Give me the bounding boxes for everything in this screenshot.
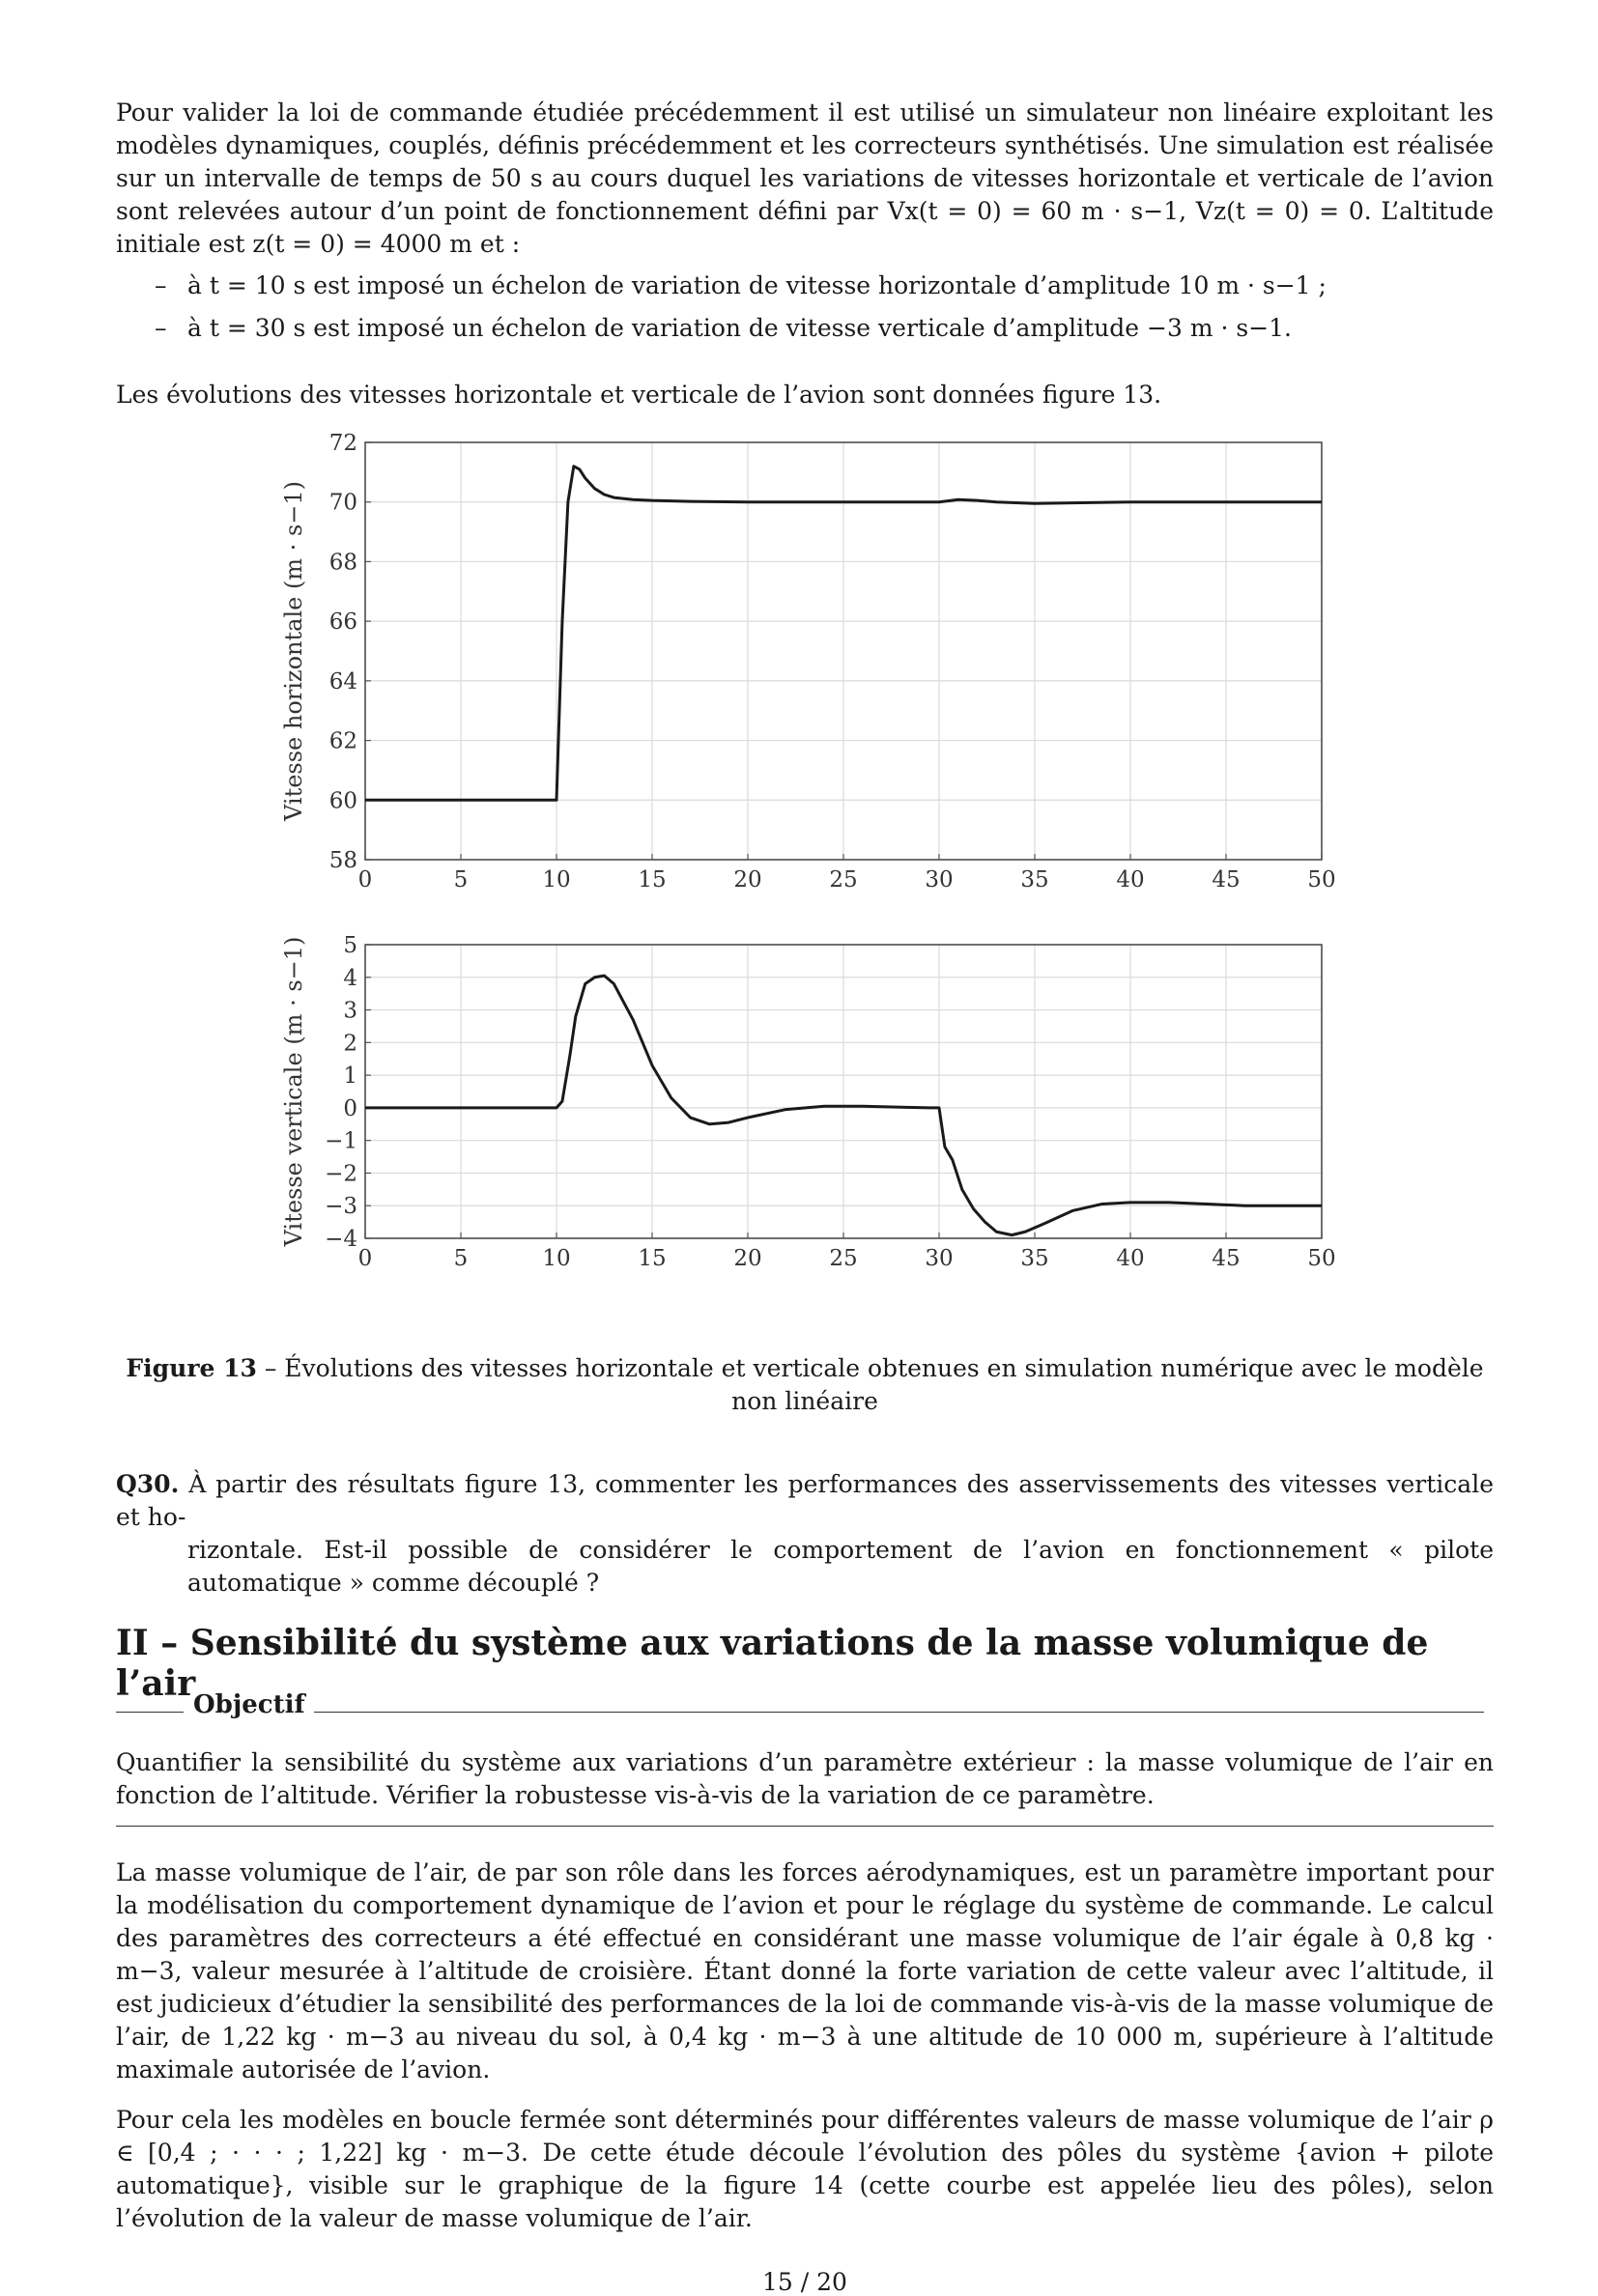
- vz-xtick-label: 40: [1116, 1246, 1145, 1271]
- vx-xtick-label: 0: [357, 867, 373, 893]
- vx-ytick-label: 58: [328, 848, 357, 873]
- section-title: II – Sensibilité du système aux variations de la masse volumique de l’air: [116, 1623, 1429, 1704]
- vx-xtick-label: 45: [1212, 867, 1241, 893]
- figure-caption-text: – Évolutions des vitesses horizontale et verticale obtenues en simulation numérique avec le modèle non linéaire: [256, 1354, 1484, 1415]
- objective-rule-right: [314, 1712, 1484, 1713]
- vz-ytick-label: 2: [343, 1031, 357, 1057]
- vz-ytick-label: 1: [343, 1063, 357, 1090]
- vz-xtick-label: 20: [733, 1246, 762, 1271]
- vz-xtick-label: 15: [638, 1246, 667, 1271]
- vz-xtick-label: 10: [542, 1246, 571, 1271]
- question-q30: [116, 1468, 1494, 1600]
- objective-text: Quantifier la sensibilité du système aux variations d’un paramètre extérieur : la masse volumique de l’air en fonction de l’altitude. Vérifier la robustesse vis-à-vis de la variation de ce paramètre.: [116, 1748, 1494, 1809]
- vz-ytick-label: 0: [343, 1095, 357, 1121]
- vx-xtick-label: 50: [1307, 867, 1336, 893]
- vz-xtick-label: 0: [357, 1246, 373, 1271]
- vz-ytick-label: −4: [325, 1227, 357, 1252]
- vx-xtick-label: 35: [1020, 867, 1049, 893]
- vz-ytick-label: 3: [343, 998, 357, 1024]
- page-number: 15 / 20: [762, 2268, 847, 2296]
- vx-xtick-label: 5: [453, 867, 469, 893]
- vz-xtick-label: 35: [1020, 1246, 1049, 1271]
- vx-ytick-label: 64: [328, 668, 357, 694]
- body-paragraph-1: La masse volumique de l’air, de par son rôle dans les forces aérodynamiques, est un paramètre important pour la modélisation du comportement dynamique de l’avion et pour le réglage du système de commande. Le calcul des paramètres des correcteurs a été effectué en considérant une masse volumique de l’air égale à 0,8 kg · m−3, valeur mesurée à l’altitude de croisière. Étant donné la forte variation de cette valeur avec l’altitude, il est judicieux d’étudier la sensibilité des performances de la loi de commande vis-à-vis de la masse volumique de l’air, de 1,22 kg · m−3 au niveau du sol, à 0,4 kg · m−3 à une altitude de 10 000 m, supérieure à l’altitude maximale autorisée de l’avion.: [116, 1858, 1494, 2083]
- objective-header: [116, 1690, 1494, 1719]
- vx-xtick-label: 20: [733, 867, 762, 893]
- vz-xtick-label: 50: [1307, 1246, 1336, 1271]
- vx-xtick-label: 10: [542, 867, 571, 893]
- vz-xtick-label: 5: [453, 1246, 469, 1271]
- figure-caption: [116, 1352, 1494, 1418]
- vz-ytick-label: 4: [343, 965, 357, 991]
- vx-ytick-label: 60: [328, 788, 357, 814]
- vz-ytick-label: 5: [343, 933, 357, 958]
- vx-ytick-label: 62: [328, 728, 357, 754]
- vx-xtick-label: 25: [829, 867, 858, 893]
- page: [116, 97, 1494, 2296]
- question-text-rest: rizontale. Est-il possible de considérer le comportement de l’avion en fonctionnement « pilote automatique » comme découplé ?: [187, 1536, 1494, 1597]
- figure-intro-text: Les évolutions des vitesses horizontale et verticale de l’avion sont données figure 13.: [116, 381, 1162, 409]
- body-paragraph-2: Pour cela les modèles en boucle fermée sont déterminés pour différentes valeurs de masse volumique de l’air ρ ∈ [0,4 ; · · · ; 1,22] kg · m−3. De cette étude découle l’évolution des pôles du système {avion + pilote automatique}, visible sur le graphique de la figure 14 (cette courbe est appelée lieu des pôles), selon l’évolution de la valeur de masse volumique de l’air.: [116, 2106, 1494, 2232]
- objective-label: Objectif: [193, 1690, 305, 1719]
- figure-label: Figure 13: [126, 1354, 257, 1382]
- objective-rule-bottom: [116, 1826, 1494, 1827]
- vx-xtick-label: 30: [925, 867, 954, 893]
- figure-13-charts: [116, 97, 1494, 1352]
- question-label: Q30.: [116, 1470, 180, 1498]
- vx-ytick-label: 68: [328, 550, 357, 576]
- list-dash: –: [155, 271, 167, 299]
- objective-rule-left: [116, 1712, 184, 1713]
- vz-ytick-label: −2: [325, 1161, 357, 1187]
- vz-ytick-label: −3: [325, 1194, 357, 1220]
- vx-xtick-label: 40: [1116, 867, 1145, 893]
- vz-ylabel: Vitesse verticale (m · s−1): [280, 936, 307, 1247]
- vx-xtick-label: 15: [638, 867, 667, 893]
- vz-xtick-label: 25: [829, 1246, 858, 1271]
- vz-xtick-label: 45: [1212, 1246, 1241, 1271]
- question-text-first: À partir des résultats figure 13, commenter les performances des asservissements des vitesses verticale et ho-: [116, 1470, 1494, 1531]
- vx-ytick-label: 72: [328, 431, 357, 456]
- list-dash: –: [155, 314, 167, 342]
- vx-ylabel: Vitesse horizontale (m · s−1): [280, 480, 307, 822]
- list-item-text: à t = 30 s est imposé un échelon de variation de vitesse verticale d’amplitude −3 m · s−1.: [187, 314, 1293, 342]
- list-item-text: à t = 10 s est imposé un échelon de variation de vitesse horizontale d’amplitude 10 m · s−1 ;: [187, 271, 1327, 299]
- vx-ytick-label: 70: [328, 490, 357, 516]
- vz-xtick-label: 30: [925, 1246, 954, 1271]
- intro-paragraph: Pour valider la loi de commande étudiée précédemment il est utilisé un simulateur non linéaire exploitant les modèles dynamiques, couplés, définis précédemment et les correcteurs synthétisés. Une simulation est réalisée sur un intervalle de temps de 50 s au cours duquel les variations de vitesses horizontale et verticale de l’avion sont relevées autour d’un point de fonctionnement défini par Vx(t = 0) = 60 m · s−1, Vz(t = 0) = 0. L’altitude initiale est z(t = 0) = 4000 m et :: [116, 99, 1494, 258]
- vx-ytick-label: 66: [328, 609, 357, 636]
- vz-ytick-label: −1: [325, 1128, 357, 1154]
